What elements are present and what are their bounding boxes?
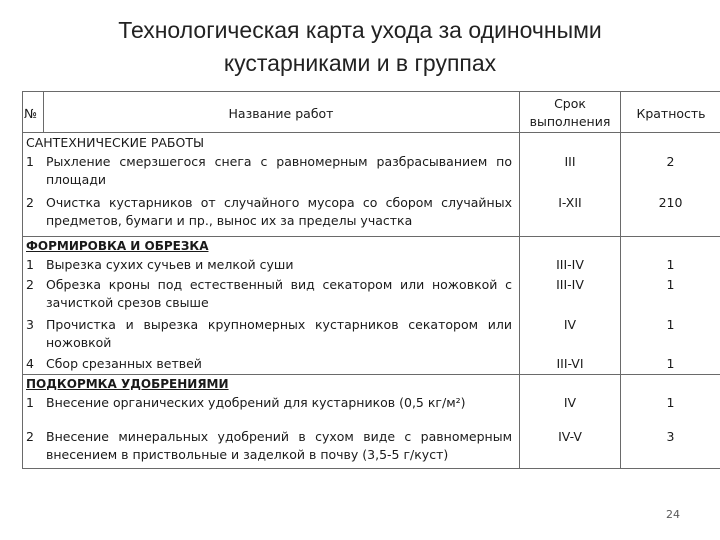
header-divider bbox=[22, 132, 720, 133]
row-number: 1 bbox=[26, 395, 34, 410]
row-name: Прочистка и вырезка крупномерных кустарников секатором или ножовкой bbox=[46, 317, 512, 350]
row-term: III-IV bbox=[556, 257, 584, 272]
table-border-bottom bbox=[22, 468, 720, 469]
row-multiplicity: 1 bbox=[666, 277, 675, 292]
row-number: 2 bbox=[26, 429, 34, 444]
row-term: III-VI bbox=[556, 356, 584, 371]
table-border-left bbox=[22, 91, 23, 468]
row-number: 2 bbox=[26, 277, 34, 292]
row-multiplicity: 3 bbox=[666, 429, 675, 444]
header-term: Срок выполнения bbox=[529, 96, 611, 129]
row-term: I-XII bbox=[558, 195, 582, 210]
row-term: IV bbox=[563, 317, 577, 332]
row-name: Вырезка сухих сучьев и мелкой суши bbox=[46, 257, 294, 272]
row-name: Внесение минеральных удобрений в сухом виде с равномерным внесением в приствольные и заделкой в почву (3,5-5 г/куст) bbox=[46, 429, 512, 462]
row-number: 1 bbox=[26, 154, 34, 169]
row-term: III-IV bbox=[556, 277, 584, 292]
row-term: III bbox=[564, 154, 576, 169]
header-num: № bbox=[24, 106, 38, 121]
title-line-1: Технологическая карта ухода за одиночными bbox=[118, 17, 602, 43]
row-multiplicity: 210 bbox=[658, 195, 683, 210]
table-border-top bbox=[22, 91, 720, 92]
row-multiplicity: 1 bbox=[666, 257, 675, 272]
row-term: IV-V bbox=[558, 429, 582, 444]
row-number: 4 bbox=[26, 356, 34, 371]
page-number: 24 bbox=[666, 508, 680, 521]
title-line-2: кустарниками и в группах bbox=[223, 50, 497, 76]
section-title: ФОРМИРОВКА И ОБРЕЗКА bbox=[26, 239, 209, 253]
row-number: 2 bbox=[26, 195, 34, 210]
row-name: Рыхление смерзшегося снега с равномерным разбрасыванием по площади bbox=[46, 154, 512, 187]
section-title: САНТЕХНИЧЕСКИЕ РАБОТЫ bbox=[26, 135, 204, 150]
page-title bbox=[0, 14, 720, 80]
row-name: Сбор срезанных ветвей bbox=[46, 356, 202, 371]
row-multiplicity: 1 bbox=[666, 317, 675, 332]
row-number: 3 bbox=[26, 317, 34, 332]
header-name: Название работ bbox=[228, 106, 334, 121]
row-name: Внесение органических удобрений для кустарников (0,5 кг/м²) bbox=[46, 395, 466, 410]
row-multiplicity: 1 bbox=[666, 356, 675, 371]
row-multiplicity: 2 bbox=[666, 154, 675, 169]
row-name: Очистка кустарников от случайного мусора со сбором случайных предметов, бумаги и пр., вынос их за пределы участка bbox=[46, 195, 512, 228]
row-number: 1 bbox=[26, 257, 34, 272]
section-title: ПОДКОРМКА УДОБРЕНИЯМИ bbox=[26, 377, 229, 391]
row-multiplicity: 1 bbox=[666, 395, 675, 410]
row-name: Обрезка кроны под естественный вид секатором или ножовкой с зачисткой срезов свыше bbox=[46, 277, 512, 310]
row-term: IV bbox=[563, 395, 577, 410]
header-multiplicity: Кратность bbox=[636, 106, 706, 121]
